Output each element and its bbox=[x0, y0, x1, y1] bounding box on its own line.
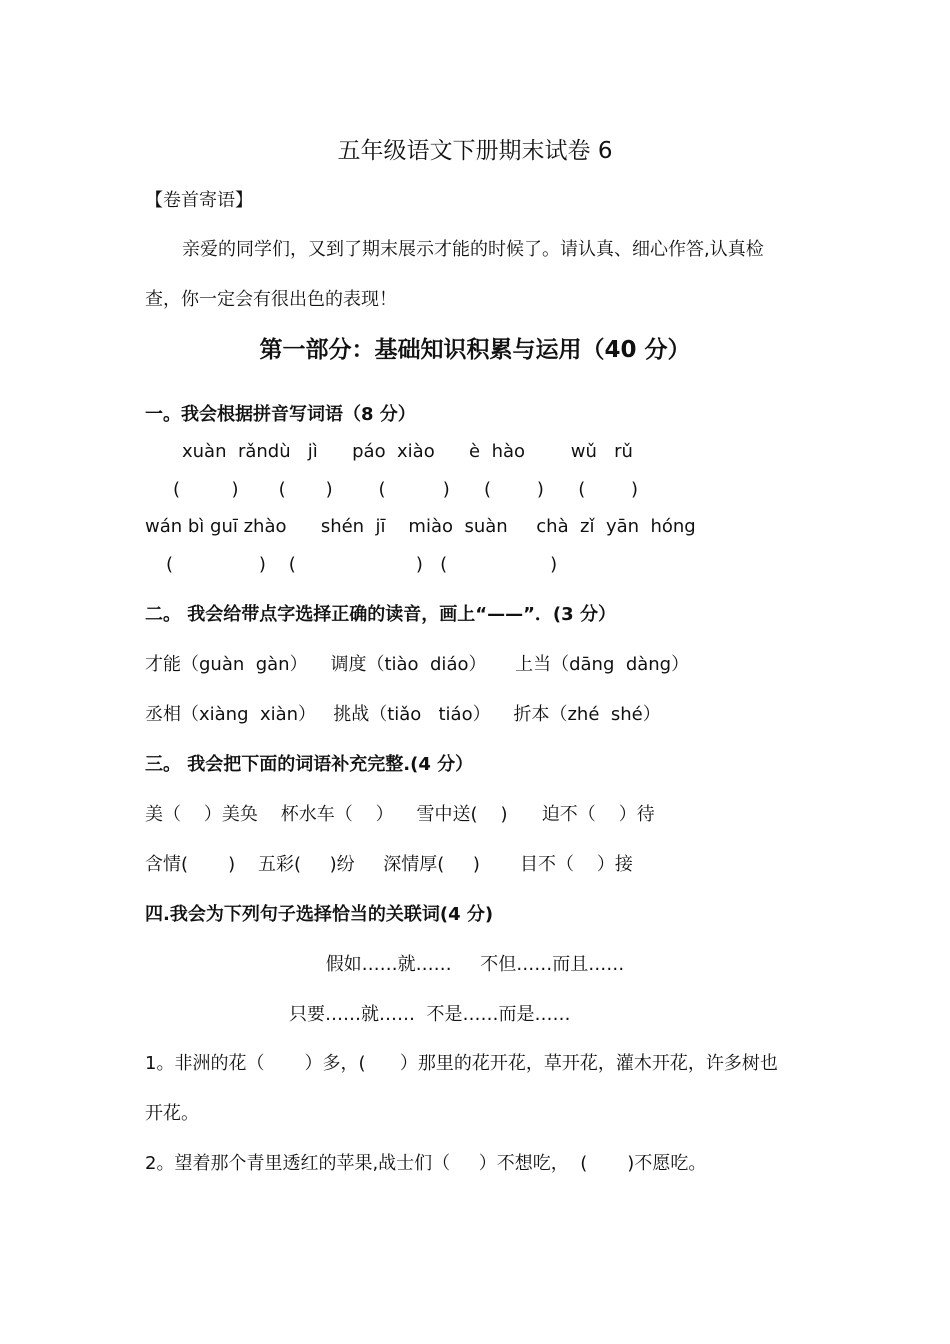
question-4-sentence-1-line-2: 开花。 bbox=[145, 1103, 199, 1124]
question-1-blanks-row-2: ( ) ( ) ( ) bbox=[166, 554, 558, 575]
preface-text-line-1: 亲爱的同学们，又到了期末展示才能的时候了。请认真、细心作答,认真检 bbox=[182, 239, 764, 260]
part-one-heading: 第一部分：基础知识积累与运用（40 分） bbox=[259, 337, 691, 363]
exam-title: 五年级语文下册期末试卷 6 bbox=[337, 138, 613, 164]
question-4-heading: 四.我会为下列句子选择恰当的关联词(4 分) bbox=[145, 904, 494, 925]
question-4-sentence-2: 2。望着那个青里透红的苹果,战士们（ ）不想吃， ( )不愿吃。 bbox=[145, 1153, 707, 1174]
question-3-row-1: 美（ ）美奂 杯水车（ ） 雪中送( ) 迫不（ ）待 bbox=[145, 804, 655, 825]
question-1-pinyin-row-1: xuàn rǎndù jì páo xiào è hào wǔ rǔ bbox=[182, 441, 633, 462]
question-1-blanks-row-1: ( ) ( ) ( ) ( ) ( ) bbox=[173, 479, 639, 500]
question-3-heading: 三。 我会把下面的词语补充完整.(4 分） bbox=[145, 754, 474, 775]
question-4-options-row-1: 假如……就…… 不但……而且…… bbox=[325, 954, 625, 975]
question-2-row-2: 丞相（xiàng xiàn） 挑战（tiǎo tiáo） 折本（zhé shé） bbox=[145, 704, 661, 725]
question-2-heading: 二。 我会给带点字选择正确的读音，画上“——”．(3 分） bbox=[145, 604, 616, 625]
question-4-sentence-1-line-1: 1。非洲的花（ ）多，( ）那里的花开花，草开花，灌木开花，许多树也 bbox=[145, 1053, 778, 1074]
question-4-options-row-2: 只要……就…… 不是……而是…… bbox=[289, 1004, 571, 1025]
preface-text-line-2: 查，你一定会有很出色的表现！ bbox=[145, 289, 397, 310]
question-1-heading: 一。我会根据拼音写词语（8 分） bbox=[145, 404, 416, 425]
question-3-row-2: 含情( ) 五彩( )纷 深情厚( ) 目不（ ）接 bbox=[145, 854, 633, 875]
preface-heading: 【卷首寄语】 bbox=[145, 190, 253, 211]
question-2-row-1: 才能（guàn gàn） 调度（tiào diáo） 上当（dāng dàng） bbox=[145, 654, 690, 675]
question-1-pinyin-row-2: wán bì guī zhào shén jī miào suàn chà zǐ yān hóng bbox=[145, 516, 696, 537]
